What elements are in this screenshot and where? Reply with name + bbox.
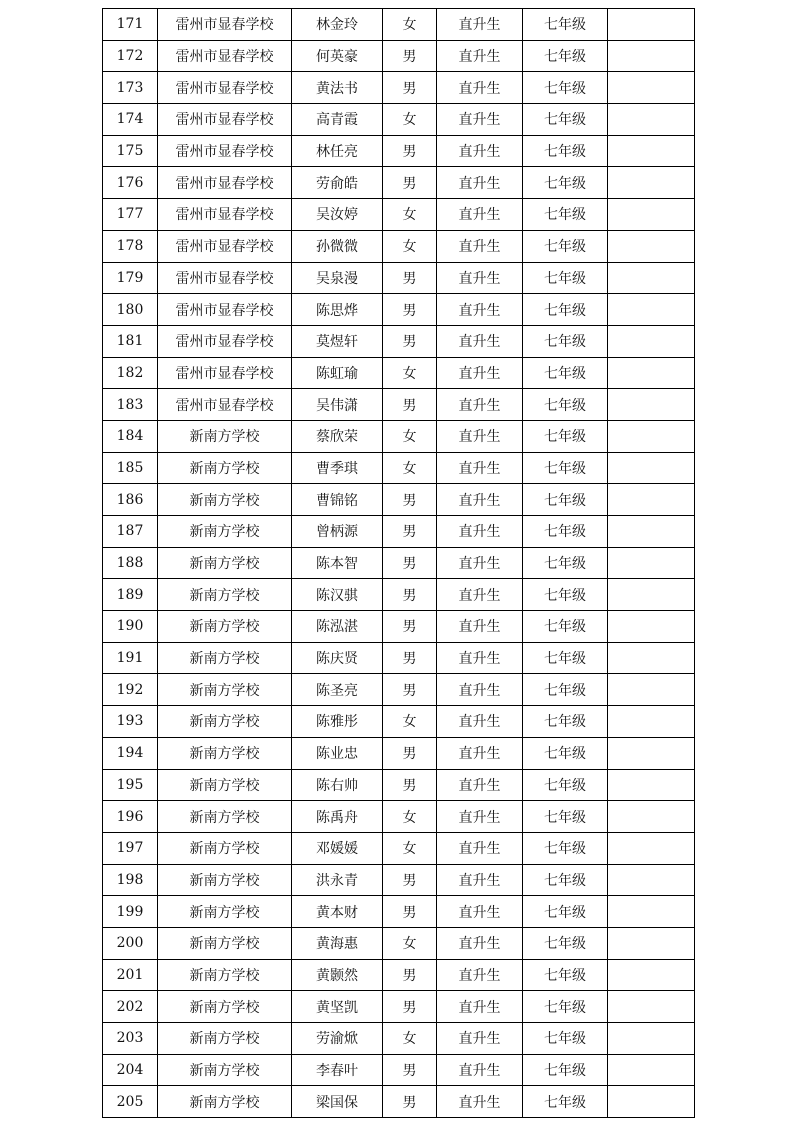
remarks-cell [608,896,695,928]
remarks-cell [608,389,695,421]
row-number-cell: 186 [103,484,158,516]
row-number-cell: 204 [103,1054,158,1086]
school-cell: 新南方学校 [158,452,292,484]
admission-type-cell: 直升生 [437,547,523,579]
student-name-cell: 陈雅彤 [292,706,383,738]
admission-type-cell: 直升生 [437,294,523,326]
gender-cell: 女 [383,927,437,959]
row-number-cell: 203 [103,1023,158,1055]
remarks-cell [608,801,695,833]
remarks-cell [608,199,695,231]
admission-type-cell: 直升生 [437,611,523,643]
school-cell: 新南方学校 [158,547,292,579]
admission-type-cell: 直升生 [437,801,523,833]
grade-cell: 七年级 [523,135,608,167]
table-row [103,642,695,674]
gender-cell: 女 [383,1023,437,1055]
grade-cell: 七年级 [523,547,608,579]
row-number-cell: 198 [103,864,158,896]
table-row [103,832,695,864]
grade-cell: 七年级 [523,991,608,1023]
table-row [103,547,695,579]
table-row [103,516,695,548]
row-number-cell: 180 [103,294,158,326]
student-name-cell: 陈本智 [292,547,383,579]
row-number-cell: 183 [103,389,158,421]
remarks-cell [608,484,695,516]
table-row [103,864,695,896]
student-name-cell: 劳俞皓 [292,167,383,199]
grade-cell: 七年级 [523,9,608,41]
school-cell: 新南方学校 [158,1054,292,1086]
remarks-cell [608,927,695,959]
remarks-cell [608,135,695,167]
gender-cell: 男 [383,611,437,643]
row-number-cell: 199 [103,896,158,928]
row-number-cell: 171 [103,9,158,41]
table-row [103,1023,695,1055]
gender-cell: 女 [383,357,437,389]
student-name-cell: 黄海惠 [292,927,383,959]
school-cell: 新南方学校 [158,991,292,1023]
grade-cell: 七年级 [523,230,608,262]
admission-type-cell: 直升生 [437,769,523,801]
table-row [103,199,695,231]
admission-type-cell: 直升生 [437,864,523,896]
school-cell: 新南方学校 [158,706,292,738]
table-row [103,927,695,959]
remarks-cell [608,1086,695,1118]
student-name-cell: 蔡欣荣 [292,420,383,452]
gender-cell: 男 [383,991,437,1023]
table-row [103,579,695,611]
gender-cell: 男 [383,642,437,674]
grade-cell: 七年级 [523,167,608,199]
school-cell: 新南方学校 [158,674,292,706]
row-number-cell: 205 [103,1086,158,1118]
school-cell: 雷州市显春学校 [158,357,292,389]
admission-type-cell: 直升生 [437,516,523,548]
gender-cell: 男 [383,516,437,548]
remarks-cell [608,230,695,262]
table-row [103,9,695,41]
gender-cell: 女 [383,199,437,231]
gender-cell: 女 [383,420,437,452]
gender-cell: 男 [383,484,437,516]
table-row [103,896,695,928]
school-cell: 新南方学校 [158,1086,292,1118]
row-number-cell: 188 [103,547,158,579]
gender-cell: 男 [383,959,437,991]
table-row [103,484,695,516]
student-name-cell: 高青霞 [292,104,383,136]
student-name-cell: 何英豪 [292,40,383,72]
student-name-cell: 曾柄源 [292,516,383,548]
gender-cell: 男 [383,1086,437,1118]
table-row [103,40,695,72]
remarks-cell [608,959,695,991]
table-row [103,611,695,643]
admission-type-cell: 直升生 [437,1054,523,1086]
admission-type-cell: 直升生 [437,9,523,41]
student-name-cell: 陈禹舟 [292,801,383,833]
grade-cell: 七年级 [523,864,608,896]
school-cell: 新南方学校 [158,611,292,643]
row-number-cell: 190 [103,611,158,643]
remarks-cell [608,769,695,801]
student-name-cell: 劳渝焮 [292,1023,383,1055]
grade-cell: 七年级 [523,927,608,959]
gender-cell: 男 [383,167,437,199]
row-number-cell: 202 [103,991,158,1023]
table-row [103,167,695,199]
admission-type-cell: 直升生 [437,389,523,421]
remarks-cell [608,611,695,643]
admission-type-cell: 直升生 [437,40,523,72]
student-name-cell: 黄法书 [292,72,383,104]
remarks-cell [608,262,695,294]
row-number-cell: 178 [103,230,158,262]
school-cell: 雷州市显春学校 [158,167,292,199]
admission-type-cell: 直升生 [437,104,523,136]
school-cell: 新南方学校 [158,1023,292,1055]
gender-cell: 男 [383,864,437,896]
row-number-cell: 191 [103,642,158,674]
admission-type-cell: 直升生 [437,167,523,199]
table-row [103,991,695,1023]
row-number-cell: 184 [103,420,158,452]
grade-cell: 七年级 [523,769,608,801]
gender-cell: 男 [383,389,437,421]
table-row [103,1086,695,1118]
row-number-cell: 193 [103,706,158,738]
student-name-cell: 陈业忠 [292,737,383,769]
admission-type-cell: 直升生 [437,420,523,452]
admission-type-cell: 直升生 [437,325,523,357]
grade-cell: 七年级 [523,420,608,452]
gender-cell: 女 [383,230,437,262]
school-cell: 新南方学校 [158,832,292,864]
admission-type-cell: 直升生 [437,642,523,674]
school-cell: 雷州市显春学校 [158,9,292,41]
admission-type-cell: 直升生 [437,230,523,262]
gender-cell: 女 [383,452,437,484]
school-cell: 新南方学校 [158,420,292,452]
gender-cell: 男 [383,737,437,769]
remarks-cell [608,294,695,326]
student-name-cell: 陈圣亮 [292,674,383,706]
school-cell: 新南方学校 [158,642,292,674]
grade-cell: 七年级 [523,959,608,991]
table-row [103,452,695,484]
school-cell: 新南方学校 [158,927,292,959]
school-cell: 新南方学校 [158,896,292,928]
gender-cell: 女 [383,706,437,738]
student-name-cell: 洪永青 [292,864,383,896]
grade-cell: 七年级 [523,325,608,357]
gender-cell: 男 [383,135,437,167]
admission-type-cell: 直升生 [437,199,523,231]
grade-cell: 七年级 [523,516,608,548]
admission-type-cell: 直升生 [437,135,523,167]
grade-cell: 七年级 [523,104,608,136]
table-row [103,389,695,421]
student-name-cell: 吴泉漫 [292,262,383,294]
admission-type-cell: 直升生 [437,737,523,769]
school-cell: 新南方学校 [158,769,292,801]
admission-type-cell: 直升生 [437,896,523,928]
grade-cell: 七年级 [523,357,608,389]
grade-cell: 七年级 [523,452,608,484]
student-name-cell: 黄颢然 [292,959,383,991]
table-row [103,135,695,167]
student-name-cell: 邓媛媛 [292,832,383,864]
gender-cell: 男 [383,262,437,294]
table-row [103,737,695,769]
row-number-cell: 192 [103,674,158,706]
admission-type-cell: 直升生 [437,579,523,611]
remarks-cell [608,72,695,104]
remarks-cell [608,9,695,41]
table-row [103,72,695,104]
row-number-cell: 201 [103,959,158,991]
remarks-cell [608,167,695,199]
roster-body [103,9,695,1118]
remarks-cell [608,991,695,1023]
row-number-cell: 195 [103,769,158,801]
remarks-cell [608,516,695,548]
grade-cell: 七年级 [523,674,608,706]
grade-cell: 七年级 [523,611,608,643]
admission-type-cell: 直升生 [437,959,523,991]
remarks-cell [608,737,695,769]
row-number-cell: 173 [103,72,158,104]
grade-cell: 七年级 [523,579,608,611]
school-cell: 新南方学校 [158,579,292,611]
admission-type-cell: 直升生 [437,927,523,959]
admission-type-cell: 直升生 [437,262,523,294]
grade-cell: 七年级 [523,832,608,864]
school-cell: 雷州市显春学校 [158,40,292,72]
school-cell: 雷州市显春学校 [158,389,292,421]
table-row [103,262,695,294]
admission-type-cell: 直升生 [437,1086,523,1118]
remarks-cell [608,420,695,452]
student-name-cell: 陈泓湛 [292,611,383,643]
remarks-cell [608,579,695,611]
table-row [103,294,695,326]
admission-type-cell: 直升生 [437,674,523,706]
grade-cell: 七年级 [523,484,608,516]
row-number-cell: 189 [103,579,158,611]
remarks-cell [608,642,695,674]
student-name-cell: 陈汉骐 [292,579,383,611]
gender-cell: 女 [383,104,437,136]
row-number-cell: 179 [103,262,158,294]
school-cell: 雷州市显春学校 [158,104,292,136]
gender-cell: 女 [383,9,437,41]
row-number-cell: 200 [103,927,158,959]
row-number-cell: 194 [103,737,158,769]
gender-cell: 男 [383,769,437,801]
grade-cell: 七年级 [523,1054,608,1086]
student-name-cell: 陈虹瑜 [292,357,383,389]
table-row [103,1054,695,1086]
student-name-cell: 梁国保 [292,1086,383,1118]
school-cell: 新南方学校 [158,484,292,516]
school-cell: 雷州市显春学校 [158,230,292,262]
grade-cell: 七年级 [523,262,608,294]
row-number-cell: 181 [103,325,158,357]
admission-type-cell: 直升生 [437,1023,523,1055]
student-name-cell: 莫煜轩 [292,325,383,357]
admission-type-cell: 直升生 [437,72,523,104]
remarks-cell [608,325,695,357]
student-name-cell: 吴伟潇 [292,389,383,421]
table-row [103,706,695,738]
grade-cell: 七年级 [523,72,608,104]
school-cell: 新南方学校 [158,737,292,769]
remarks-cell [608,1023,695,1055]
row-number-cell: 185 [103,452,158,484]
remarks-cell [608,40,695,72]
gender-cell: 男 [383,674,437,706]
student-name-cell: 陈庆贤 [292,642,383,674]
row-number-cell: 197 [103,832,158,864]
grade-cell: 七年级 [523,801,608,833]
admission-type-cell: 直升生 [437,484,523,516]
grade-cell: 七年级 [523,706,608,738]
student-name-cell: 孙微微 [292,230,383,262]
gender-cell: 男 [383,547,437,579]
table-row [103,420,695,452]
table-row [103,325,695,357]
school-cell: 雷州市显春学校 [158,135,292,167]
student-name-cell: 陈思烨 [292,294,383,326]
gender-cell: 女 [383,832,437,864]
school-cell: 新南方学校 [158,959,292,991]
school-cell: 新南方学校 [158,864,292,896]
student-name-cell: 吴汝婷 [292,199,383,231]
student-name-cell: 林金玲 [292,9,383,41]
student-roster-table [102,8,695,1118]
school-cell: 新南方学校 [158,801,292,833]
remarks-cell [608,547,695,579]
grade-cell: 七年级 [523,294,608,326]
gender-cell: 男 [383,579,437,611]
table-row [103,357,695,389]
student-name-cell: 曹季琪 [292,452,383,484]
gender-cell: 男 [383,1054,437,1086]
row-number-cell: 172 [103,40,158,72]
remarks-cell [608,104,695,136]
remarks-cell [608,452,695,484]
gender-cell: 男 [383,325,437,357]
row-number-cell: 174 [103,104,158,136]
grade-cell: 七年级 [523,199,608,231]
grade-cell: 七年级 [523,1023,608,1055]
admission-type-cell: 直升生 [437,991,523,1023]
gender-cell: 男 [383,72,437,104]
row-number-cell: 176 [103,167,158,199]
school-cell: 雷州市显春学校 [158,72,292,104]
remarks-cell [608,357,695,389]
gender-cell: 男 [383,294,437,326]
gender-cell: 男 [383,896,437,928]
table-row [103,801,695,833]
remarks-cell [608,832,695,864]
school-cell: 新南方学校 [158,516,292,548]
gender-cell: 女 [383,801,437,833]
row-number-cell: 175 [103,135,158,167]
school-cell: 雷州市显春学校 [158,325,292,357]
gender-cell: 男 [383,40,437,72]
table-row [103,104,695,136]
table-row [103,769,695,801]
table-row [103,230,695,262]
row-number-cell: 182 [103,357,158,389]
row-number-cell: 187 [103,516,158,548]
grade-cell: 七年级 [523,1086,608,1118]
student-name-cell: 黄坚凯 [292,991,383,1023]
school-cell: 雷州市显春学校 [158,262,292,294]
student-name-cell: 黄本财 [292,896,383,928]
school-cell: 雷州市显春学校 [158,199,292,231]
row-number-cell: 177 [103,199,158,231]
grade-cell: 七年级 [523,896,608,928]
student-name-cell: 曹锦铭 [292,484,383,516]
remarks-cell [608,864,695,896]
remarks-cell [608,1054,695,1086]
table-row [103,674,695,706]
remarks-cell [608,674,695,706]
remarks-cell [608,706,695,738]
grade-cell: 七年级 [523,642,608,674]
grade-cell: 七年级 [523,389,608,421]
school-cell: 雷州市显春学校 [158,294,292,326]
student-name-cell: 李春叶 [292,1054,383,1086]
admission-type-cell: 直升生 [437,357,523,389]
student-name-cell: 林任亮 [292,135,383,167]
grade-cell: 七年级 [523,40,608,72]
admission-type-cell: 直升生 [437,832,523,864]
row-number-cell: 196 [103,801,158,833]
table-row [103,959,695,991]
admission-type-cell: 直升生 [437,452,523,484]
student-name-cell: 陈右帅 [292,769,383,801]
grade-cell: 七年级 [523,737,608,769]
admission-type-cell: 直升生 [437,706,523,738]
